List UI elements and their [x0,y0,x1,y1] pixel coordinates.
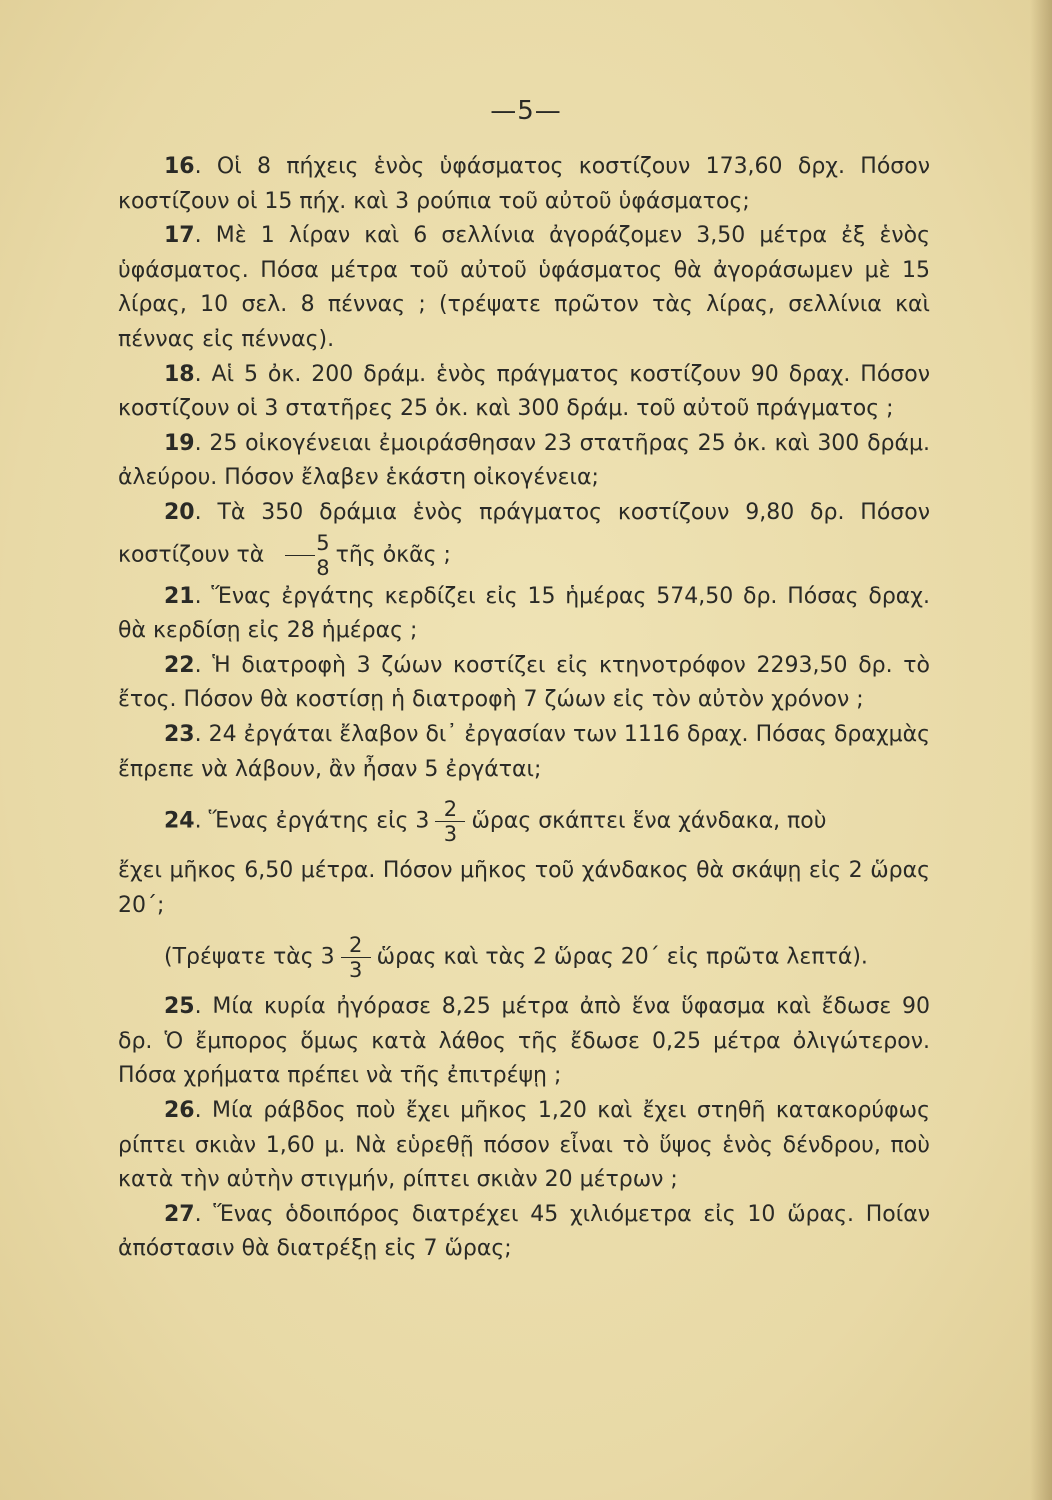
problem-text: . Ἕνας ἐργάτης κερδίζει εἰς 15 ἡμέρας 574,50 δρ. Πόσας δραχ. θὰ κερδίσῃ εἰς 28 ἡμέρας ; [118,583,930,644]
problem-22 [118,649,930,718]
problem-text: . Μία ράβδος ποὺ ἔχει μῆκος 1,20 καὶ ἔχει στηθῆ κατακορύφως ρίπτει σκιὰν 1,60 μ. Νὰ εὑρεθῇ πόσον εἶναι τὸ ὕψος ἑνὸς δένδρου, ποὺ κατὰ τὴν αὐτὴν στιγμήν, ρίπτει σκιὰν 20 μέτρων ; [118,1098,930,1193]
problem-number: 20 [164,499,195,525]
problem-number: 21 [164,583,195,609]
problem-text: . Ἕνας ὁδοιπόρος διατρέχει 45 χιλιόμετρα εἰς 10 ὥρας. Ποίαν ἀπόστασιν θὰ διατρέξῃ εἰς 7 ὥρας; [118,1201,930,1262]
problem-24-continued [118,854,930,923]
fraction-numerator: 2 [348,933,363,958]
problem-text: . Τὰ 350 δράμια ἑνὸς πράγματος κοστίζουν 9,80 δρ. Πόσον κοστίζουν τὰ [118,499,930,568]
problem-text: . Μὲ 1 λίραν καὶ 6 σελλίνια ἀγοράζομεν 3,50 μέτρα ἐξ ἑνὸς ὑφάσματος. Πόσα μέτρα τοῦ αὐτοῦ ὑφάσματος θὰ ἀγοράσωμεν μὲ 15 λίρας, 10 σελ. 8 πέννας ; (τρέψατε πρῶτον τὰς λίρας, σελλίνια καὶ πέννας εἰς πέννας). [118,223,930,352]
fraction-numerator: 2 [443,797,458,822]
problem-text: . 24 ἐργάται ἔλαβον δι᾽ ἐργασίαν των 1116 δραχ. Πόσας δραχμὰς ἔπρεπε νὰ λάβουν, ἂν ἦσαν 5 ἐργάται; [118,721,930,782]
fraction-denominator: 8 [316,555,330,580]
problem-text: . Ἡ διατροφὴ 3 ζώων κοστίζει εἰς κτηνοτρόφον 2293,50 δρ. τὸ ἔτος. Πόσον θὰ κοστίσῃ ἡ διατροφὴ 7 ζώων εἰς τὸν αὐτὸν χρόνον ; [118,652,930,713]
problem-number: 26 [164,1098,195,1124]
problem-25 [118,990,930,1094]
fraction-denominator: 3 [348,958,363,983]
problem-number: 23 [164,721,195,747]
problem-17 [118,219,930,357]
problem-text: . 25 οἰκογένειαι ἐμοιράσθησαν 23 στατῆρας 25 ὀκ. καὶ 300 δράμ. ἀλεύρου. Πόσον ἔλαβεν ἑκάστη οἰκογένεια; [118,430,930,491]
problem-18 [118,358,930,427]
problem-26 [118,1094,930,1198]
problems-list [118,150,930,1267]
problem-text-continued: ἔχει μῆκος 6,50 μέτρα. Πόσον μῆκος τοῦ χάνδακος θὰ σκάψῃ εἰς 2 ὥρας 20΄; [118,858,930,918]
problem-number: 24 [164,808,195,834]
problem-text-after: ὥρας σκάπτει ἕνα χάνδακα, ποὺ [471,808,827,834]
problem-number: 25 [164,994,195,1020]
problem-21 [118,580,930,649]
page-number: —5— [490,96,562,126]
problem-text: . Οἱ 8 πήχεις ἑνὸς ὑφάσματος κοστίζουν 173,60 δρχ. Πόσον κοστίζουν οἱ 15 πήχ. καὶ 3 ρούπια τοῦ αὐτοῦ ὑφάσματος; [118,154,930,214]
fraction [341,933,371,982]
problem-19 [118,427,930,496]
problem-number: 22 [164,652,195,678]
hint-text: (Τρέψατε τὰς 3 [164,944,335,970]
hint-text-after: ὥρας καὶ τὰς 2 ὥρας 20΄ εἰς πρῶτα λεπτά). [376,944,868,970]
page-spine-shadow [1030,0,1052,1500]
fraction-numerator: 5 [316,530,330,555]
problem-23 [118,718,930,787]
problem-text-after: τῆς ὀκᾶς ; [335,542,451,568]
fraction-denominator: 3 [443,822,458,847]
problem-number: 18 [164,361,195,387]
problem-27 [118,1198,930,1267]
problem-number: 27 [164,1201,195,1227]
problem-24 [118,797,930,846]
fraction [270,531,329,580]
problem-16 [118,150,930,219]
problem-text: . Αἱ 5 ὀκ. 200 δράμ. ἑνὸς πράγματος κοστίζουν 90 δραχ. Πόσον κοστίζουν οἱ 3 στατῆρες 25 ὀκ. καὶ 300 δράμ. τοῦ αὐτοῦ πράγματος ; [118,361,930,422]
problem-number: 17 [164,223,195,249]
problem-20 [118,496,930,580]
problem-text: . Μία κυρία ἠγόρασε 8,25 μέτρα ἀπὸ ἕνα ὕφασμα καὶ ἔδωσε 90 δρ. Ὁ ἔμπορος ὅμως κατὰ λάθος τῆς ἔδωσε 0,25 μέτρα ὀλιγώτερον. Πόσα χρήματα πρέπει νὰ τῆς ἐπιτρέψῃ ; [118,994,930,1089]
fraction [435,797,465,846]
problem-number: 19 [164,430,195,456]
problem-24-hint [118,933,930,982]
problem-text: . Ἕνας ἐργάτης εἰς 3 [194,808,430,834]
problem-number: 16 [164,154,195,179]
